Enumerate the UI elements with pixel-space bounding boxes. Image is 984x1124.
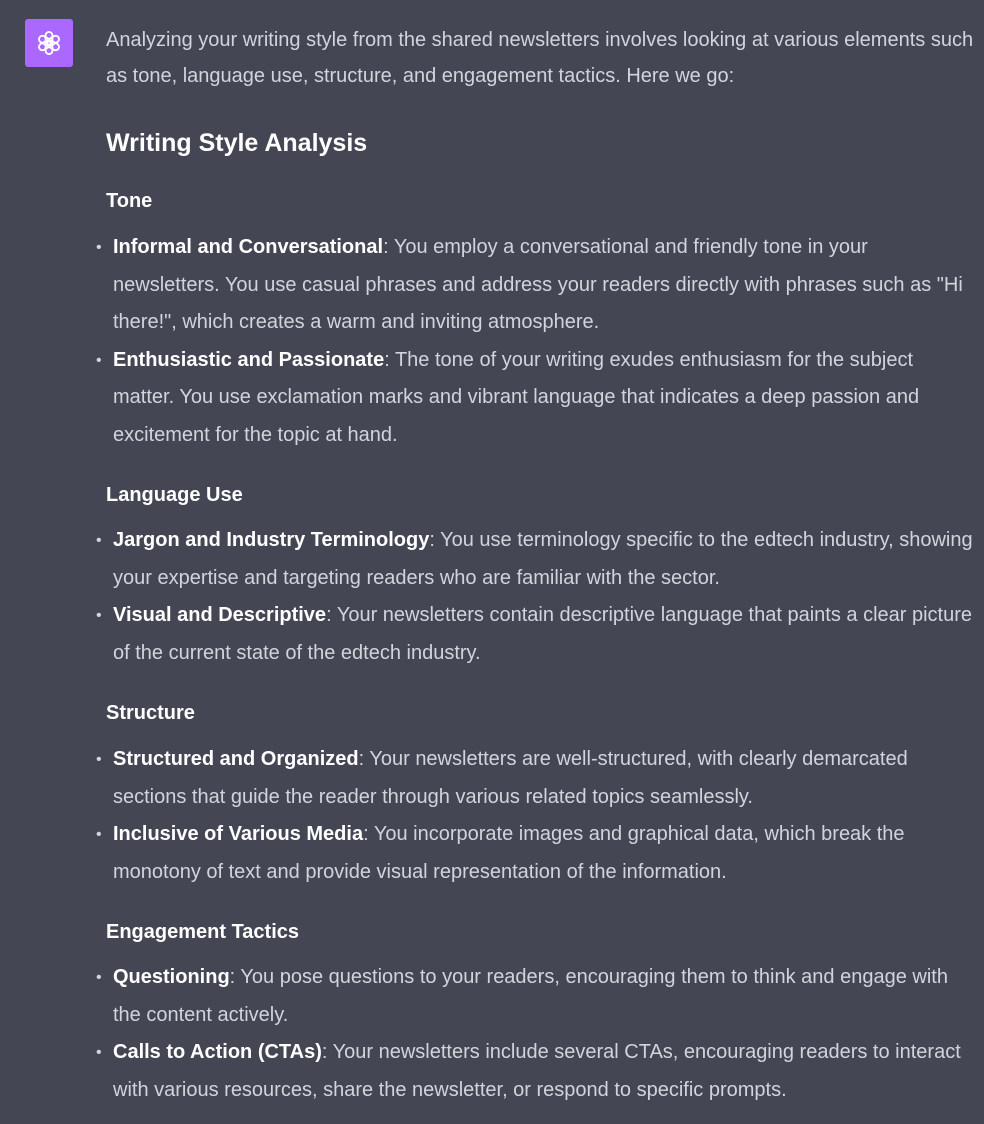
section-heading-engagement-tactics: Engagement Tactics (106, 921, 300, 943)
list-item-term: Jargon and Industry Terminology (113, 529, 430, 551)
bullet-icon: • (96, 239, 102, 256)
list-item (96, 522, 978, 597)
section-heading-structure: Structure (106, 702, 195, 724)
list-item-text: : You use terminology specific to the edtech industry, showing your expertise and targeting readers who are familiar with the sector. (113, 529, 973, 589)
list-item (96, 229, 978, 342)
list-item-term: Structured and Organized (113, 748, 359, 770)
list-item-text: : You incorporate images and graphical data, which break the monotony of text and provide visual representation of the information. (113, 823, 905, 883)
structure-list (96, 741, 978, 891)
list-item-term: Informal and Conversational (113, 236, 384, 258)
list-item (96, 816, 978, 891)
language-use-list (96, 522, 978, 672)
list-item-text: : You employ a conversational and friendly tone in your newsletters. You use casual phrases and address your readers directly with phrases such as "Hi there!", which creates a warm and inviting atmosphere. (113, 236, 963, 333)
list-item (96, 959, 978, 1034)
openai-logo-icon (32, 26, 66, 60)
list-item (96, 597, 978, 672)
bullet-icon: • (96, 826, 102, 843)
list-item (96, 741, 978, 816)
bullet-icon: • (96, 351, 102, 369)
bullet-icon: • (96, 1044, 102, 1061)
bullet-icon: • (96, 532, 102, 549)
list-item-term: Calls to Action (CTAs) (113, 1041, 322, 1063)
list-item-term: Questioning (113, 966, 230, 988)
list-item (96, 1034, 978, 1109)
list-item (96, 342, 978, 455)
section-heading-language-use: Language Use (106, 484, 243, 506)
list-item-text: : Your newsletters include several CTAs, encouraging readers to interact with various resources, share the newsletter, or respond to specific prompts. (113, 1041, 961, 1101)
list-item-text: : Your newsletters are well-structured, with clearly demarcated sections that guide the reader through various related topics seamlessly. (113, 748, 908, 808)
message-content (96, 22, 978, 1101)
list-item-text: : Your newsletters contain descriptive language that paints a clear picture of the current state of the edtech industry. (113, 604, 973, 664)
tone-list (96, 229, 978, 454)
list-item-text: : The tone of your writing exudes enthusiasm for the subject matter. You use exclamation marks and vibrant language that indicates a deep passion and excitement for the topic at hand. (113, 348, 920, 446)
assistant-avatar (25, 19, 73, 67)
section-heading-tone: Tone (106, 190, 153, 212)
engagement-tactics-list (96, 959, 978, 1109)
list-item-term: Inclusive of Various Media (113, 823, 364, 845)
list-item-term: Enthusiastic and Passionate (113, 348, 385, 371)
analysis-title: Writing Style Analysis (106, 129, 368, 157)
bullet-icon: • (96, 969, 102, 986)
list-item-text: : You pose questions to your readers, encouraging them to think and engage with the content actively. (113, 966, 948, 1026)
list-item-term: Visual and Descriptive (113, 604, 327, 626)
bullet-icon: • (96, 751, 102, 768)
intro-paragraph: Analyzing your writing style from the shared newsletters involves looking at various elements such as tone, language use, structure, and engagement tactics. Here we go: (106, 29, 974, 87)
bullet-icon: • (96, 607, 102, 624)
